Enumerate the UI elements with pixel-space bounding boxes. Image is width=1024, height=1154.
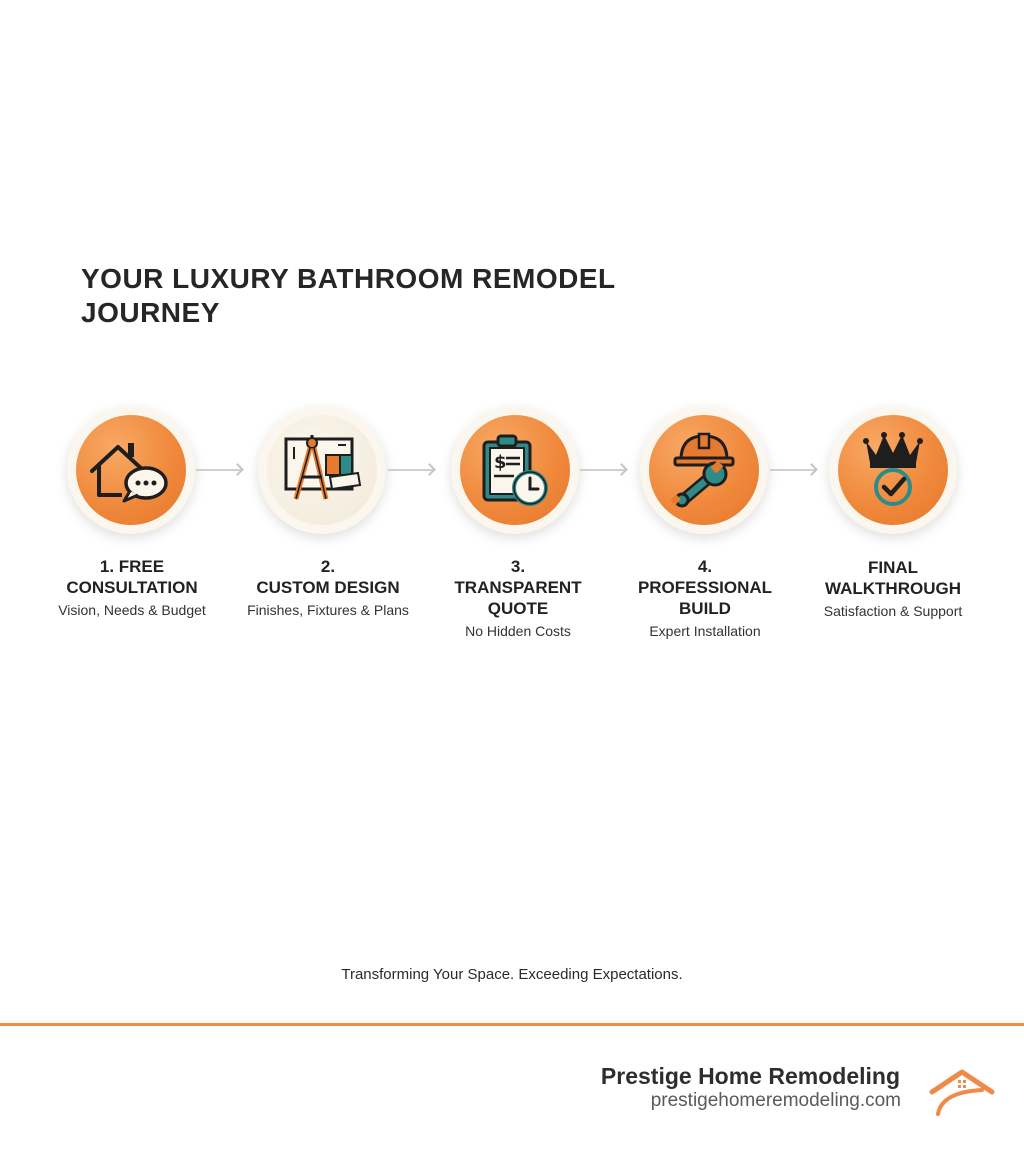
step-1-text [42, 556, 222, 620]
step-5-subtitle: Satisfaction & Support [823, 603, 963, 619]
footer-divider [0, 1023, 1024, 1026]
step-3-subtitle: No Hidden Costs [465, 623, 571, 639]
step-2-text [238, 556, 418, 620]
page-title: YOUR LUXURY BATHROOM REMODEL JOURNEY [81, 263, 616, 328]
step-5-label: FINAL WALKTHROUGH [825, 558, 961, 598]
step-5-circle [829, 406, 957, 534]
step-2-label: 2. CUSTOM DESIGN [256, 557, 400, 597]
step-4-subtitle: Expert Installation [649, 623, 761, 639]
house-chat-icon [88, 435, 174, 505]
crown-check-icon [858, 431, 928, 509]
blueprint-compass-icon [280, 433, 364, 507]
connector-arrow [580, 469, 625, 471]
step-3-label: 3. TRANSPARENT QUOTE [454, 557, 582, 618]
connector-arrow [770, 469, 815, 471]
brand-name: Prestige Home Remodeling [600, 1063, 900, 1089]
step-1-subtitle: Vision, Needs & Budget [58, 602, 206, 618]
step-1-circle [67, 406, 195, 534]
step-4-text [615, 556, 795, 641]
step-4-label: 4. PROFESSIONAL BUILD [637, 557, 773, 618]
tagline: Transforming Your Space. Exceeding Expectations. [341, 966, 683, 983]
hardhat-wrench-icon [669, 430, 739, 510]
brand-url[interactable]: prestigehomeremodeling.com [650, 1090, 901, 1111]
house-logo-icon [926, 1066, 996, 1118]
step-4-circle [640, 406, 768, 534]
connector-arrow [388, 469, 433, 471]
step-1-label: 1. FREE CONSULTATION [66, 557, 198, 597]
svg-text:$: $ [494, 452, 507, 473]
step-2-circle [258, 406, 386, 534]
step-3-circle [451, 406, 579, 534]
step-2-subtitle: Finishes, Fixtures & Plans [247, 602, 409, 618]
clipboard-dollar-clock-icon [478, 432, 552, 508]
step-5-text [803, 557, 983, 621]
step-3-text [428, 556, 608, 641]
connector-arrow [196, 469, 241, 471]
